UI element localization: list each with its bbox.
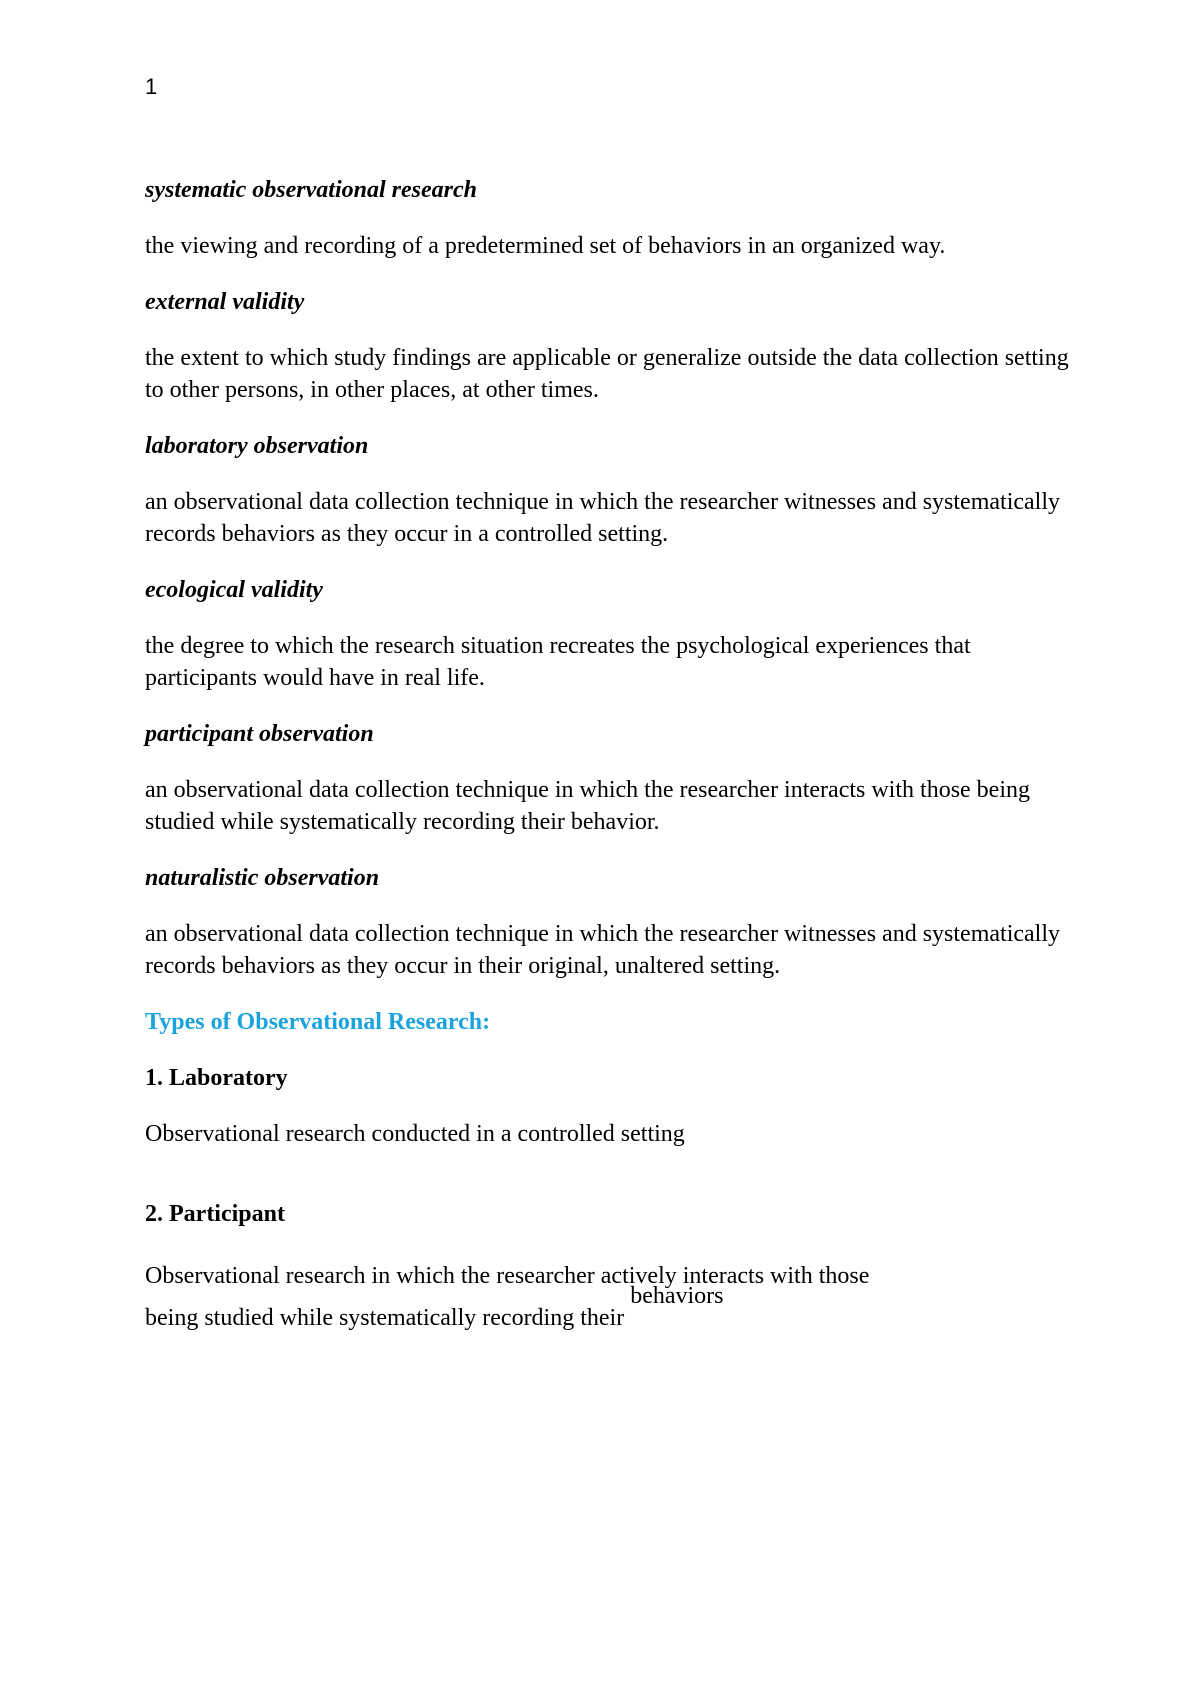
glossary-term: naturalistic observation [145, 865, 380, 891]
glossary-entry [145, 574, 1085, 694]
glossary-definition: an observational data collection technique in which the researcher witnesses and systematically records behaviors as they occur in a controlled setting. [145, 489, 1060, 547]
document-body [145, 174, 1085, 1392]
type-description-participant [145, 1260, 1085, 1344]
glossary-term: systematic observational research [145, 177, 477, 203]
glossary-definition: the extent to which study findings are applicable or generalize outside the data collection setting to other persons, in other places, at other times. [145, 345, 1069, 403]
glossary-definition: an observational data collection technique in which the researcher witnesses and systematically records behaviors as they occur in their original, unaltered setting. [145, 921, 1060, 979]
glossary-definition: the viewing and recording of a predetermined set of behaviors in an organized way. [145, 233, 946, 259]
page-number: 1 [145, 74, 158, 99]
type-heading-laboratory: 1. Laboratory [145, 1065, 288, 1091]
type-description-line: being studied while systematically recording their [145, 1305, 625, 1331]
glossary-definition: the degree to which the research situation recreates the psychological experiences that participants would have in real life. [145, 633, 971, 691]
type-description-line: Observational research in which the researcher actively interacts with those [145, 1263, 870, 1289]
glossary-term: ecological validity [145, 577, 323, 603]
glossary-entry [145, 862, 1085, 982]
section-heading: Types of Observational Research: [145, 1009, 491, 1035]
glossary-term: external validity [145, 289, 305, 315]
glossary-definition: an observational data collection technique in which the researcher interacts with those being studied while systematically recording their behavior. [145, 777, 1030, 835]
glossary-entry [145, 286, 1085, 406]
type-description-laboratory: Observational research conducted in a controlled setting [145, 1121, 685, 1147]
type-heading-participant: 2. Participant [145, 1201, 285, 1227]
glossary-term: laboratory observation [145, 433, 369, 459]
glossary-term: participant observation [145, 721, 374, 747]
glossary-entry [145, 430, 1085, 550]
glossary-entry [145, 174, 1085, 262]
glossary-entry [145, 718, 1085, 838]
raised-word: behaviors [630, 1283, 724, 1309]
